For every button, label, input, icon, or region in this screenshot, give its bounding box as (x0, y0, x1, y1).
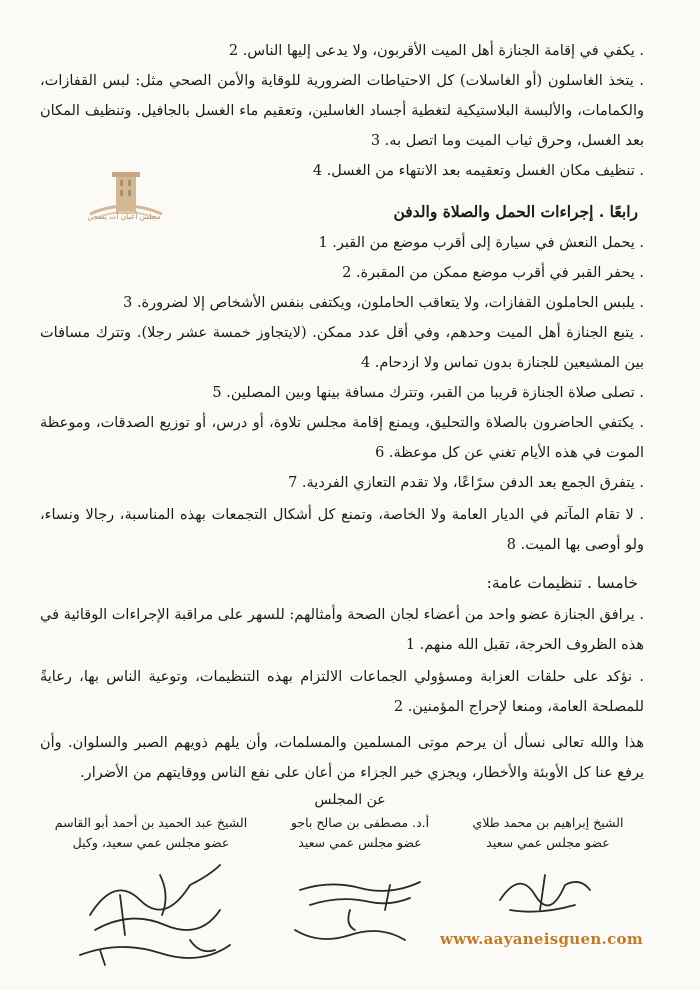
section5-item-2: . نؤكد على حلقات العزابة ومسؤولي الجماعات الالتزام بهذه التنظيمات، وتوعية الناس بها، رعايةً للمصلحة العامة، ومنعا لإحراج المؤمنين. 2 (40, 669, 644, 715)
signatory-role: عضو مجلس عمي سعيد (298, 835, 422, 850)
signatory-name: أ.د. مصطفى بن صالح باجو (290, 815, 430, 830)
section4-item-2: . يحفر القبر في أقرب موضع ممكن من المقبرة. 2 (342, 265, 644, 281)
signatory-1 (448, 813, 648, 853)
section4-item-5: . تصلى صلاة الجنازة قريبا من القبر، وتترك مسافة بينها وبين المصلين. 5 (212, 385, 644, 401)
signatory-name: الشيخ إبراهيم بن محمد طلاي (472, 815, 624, 830)
website-url[interactable]: www.aayaneisguen.com (440, 930, 643, 948)
section4-item-7: . يتفرق الجمع بعد الدفن سرًاعًا، ولا تقدم التعازي الفردية. 7 (288, 475, 644, 491)
section5-heading: خامسا . تنظيمات عامة: (486, 574, 638, 592)
council-title: عن المجلس (314, 792, 386, 808)
section3-item-2: . يكفي في إقامة الجنازة أهل الميت الأقربون، ولا يدعى إليها الناس. 2 (228, 43, 644, 59)
signature-3-drawing (70, 855, 240, 970)
signature-1-drawing (490, 865, 600, 920)
closing-prayer: هذا والله تعالى نسأل أن يرحم موتى المسلمين والمسلمات، وأن يلهم ذويهم الصبر والسلوان. وأن يرفع عنا كل الأوبئة والأخطار، ويجزي خير الجزاء من أعان على نفع الناس ووقايتهم من الأضرار. (40, 735, 644, 781)
signature-2-drawing (290, 870, 430, 955)
section4-item-6: . يكتفي الحاضرون بالصلاة والتحليق، ويمنع إقامة مجلس تلاوة، أو درس، أو توزيع الصدقات، وموعظة الموت في هذه الأيام تغني عن كل موعظة. 6 (40, 415, 644, 461)
section4-item-1: . يحمل النعش في سيارة إلى أقرب موضع من القبر. 1 (318, 235, 644, 251)
section4-item-3: . يلبس الحاملون القفازات، ولا يتعاقب الحاملون، ويكتفى بنفس الأشخاص إلا لضرورة. 3 (123, 295, 644, 311)
signatory-3 (36, 813, 266, 853)
section4-item-4: . يتبع الجنازة أهل الميت وحدهم، وفي أقل عدد ممكن. (لايتجاوز خمسة عشر رجلا). وتترك مسافات بين المشيعين للجنازة بدون تماس ولا ازدحام. 4 (40, 325, 644, 371)
logo-caption: مجلس أعيان آت يسجن (87, 212, 161, 221)
signatory-role: عضو مجلس عمي سعيد، وكيل (72, 835, 230, 850)
section4-item-8: . لا تقام المآتم في الديار العامة ولا الخاصة، وتمنع كل أشكال التجمعات بهذه المناسبة، رجالا ونساء، ولو أوصى بها الميت. 8 (40, 507, 644, 553)
signatory-name: الشيخ عبد الحميد بن أحمد أبو القاسم (54, 815, 248, 830)
section5-item-1: . يرافق الجنازة عضو واحد من أعضاء لجان الصحة وأمثالهم: للسهر على مراقبة الإجراءات الوقائية في هذه الظروف الحرجة، تقبل الله منهم. 1 (40, 607, 644, 653)
signatory-role: عضو مجلس عمي سعيد (486, 835, 610, 850)
section3-item-4: . تنظيف مكان الغسل وتعقيمه بعد الانتهاء من الغسل. 4 (312, 163, 644, 179)
section3-item-3: . يتخذ الغاسلون (أو الغاسلات) كل الاحتياطات الضرورية للوقاية والأمن الصحي مثل: لبس القفازات، والكمامات، والألبسة البلاستيكية لتغطية أجساد الغاسلين، وتعقيم ماء الغسل بالجافيل. وتنظيف المكان بعد الغسل، وحرق ثياب الميت وما اتصل به. 3 (40, 73, 644, 149)
signatory-2 (270, 813, 450, 853)
section4-heading: رابعًا . إجراءات الحمل والصلاة والدفن (393, 202, 638, 221)
